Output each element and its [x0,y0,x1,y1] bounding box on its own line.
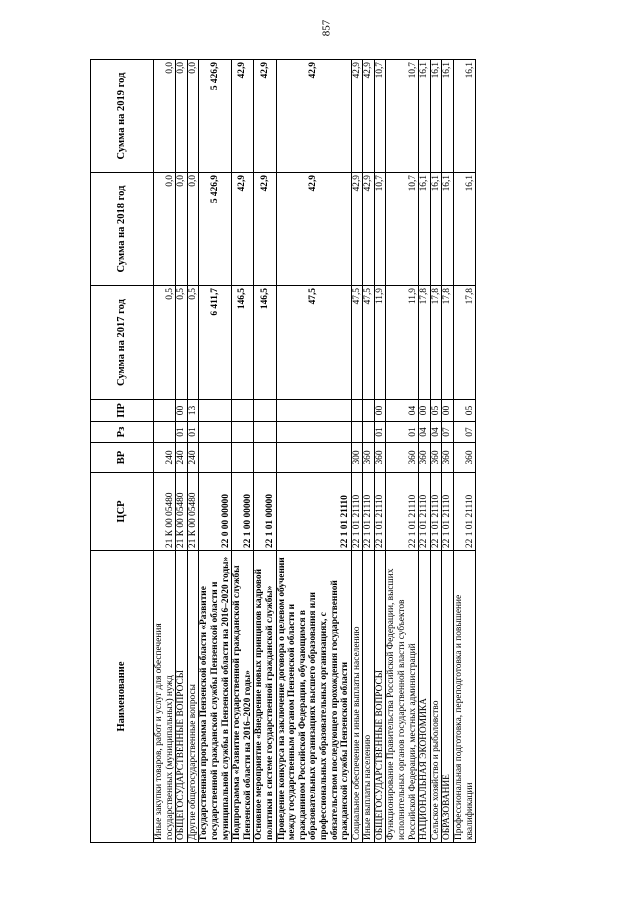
cell-rz [232,422,254,443]
cell-sum-2017: 11,9 [386,286,419,400]
cell-sum-2017: 17,8 [442,286,454,400]
cell-vr: 360 [419,443,431,473]
cell-csr: 22 0 00 00000 [199,473,232,551]
cell-csr: 22 1 01 21110 [419,473,431,551]
table-row [187,60,199,843]
cell-sum-2017: 17,8 [419,286,431,400]
cell-vr: 240 [176,443,188,473]
cell-pr [154,400,176,422]
cell-pr [254,400,276,422]
cell-sum-2019: 16,1 [430,60,442,173]
col-header-pr: ПР [91,400,154,422]
rotated-table-container [90,60,553,843]
cell-sum-2018: 0,0 [187,173,199,286]
cell-csr: 22 1 01 21110 [454,473,476,551]
table-row [199,60,232,843]
cell-name: Иные закупки товаров, работ и услуг для обеспечения государственных (муниципальных) нужд [154,551,176,843]
col-header-2019: Сумма на 2019 год [91,60,154,173]
cell-rz [363,422,375,443]
cell-sum-2018: 10,7 [386,173,419,286]
cell-sum-2019: 10,7 [386,60,419,173]
cell-sum-2018: 16,1 [430,173,442,286]
page-number: 857 [320,19,333,37]
col-header-rz: Рз [91,422,154,443]
cell-rz [199,422,232,443]
cell-sum-2018: 16,1 [454,173,476,286]
cell-sum-2018: 42,9 [232,173,254,286]
cell-name: Функционирование Правительства Российской Федерации, высших исполнительных органов государственной власти субъектов Российской Федерации, местных администраций [386,551,419,843]
table-row [374,60,386,843]
cell-rz [254,422,276,443]
cell-sum-2018: 10,7 [374,173,386,286]
table-row [154,60,176,843]
cell-sum-2019: 0,0 [176,60,188,173]
cell-sum-2019: 16,1 [419,60,431,173]
table-row [254,60,276,843]
cell-rz: 01 [374,422,386,443]
cell-csr: 22 1 01 21110 [276,473,351,551]
cell-name: Социальное обеспечение и иные выплаты населению [351,551,363,843]
cell-sum-2019: 5 426,9 [199,60,232,173]
table-row [442,60,454,843]
cell-rz: 07 [442,422,454,443]
cell-pr: 13 [187,400,199,422]
cell-sum-2019: 10,7 [374,60,386,173]
cell-name: ОБЩЕГОСУДАРСТВЕННЫЕ ВОПРОСЫ [176,551,188,843]
col-header-vr: ВР [91,443,154,473]
cell-pr [363,400,375,422]
table-row [363,60,375,843]
cell-vr: 240 [154,443,176,473]
cell-csr: 22 1 01 21110 [430,473,442,551]
cell-sum-2017: 146,5 [232,286,254,400]
table-row [176,60,188,843]
cell-pr: 00 [374,400,386,422]
cell-vr: 300 [351,443,363,473]
cell-sum-2018: 0,0 [176,173,188,286]
cell-vr: 240 [187,443,199,473]
cell-vr: 360 [442,443,454,473]
cell-vr: 360 [363,443,375,473]
cell-csr: 22 1 00 00000 [232,473,254,551]
cell-sum-2017: 47,5 [351,286,363,400]
cell-sum-2017: 6 411,7 [199,286,232,400]
cell-vr [232,443,254,473]
cell-csr: 21 К 00 05480 [176,473,188,551]
cell-sum-2019: 42,9 [363,60,375,173]
cell-sum-2019: 16,1 [442,60,454,173]
cell-rz: 04 [419,422,431,443]
cell-name: Подпрограмма «Развитие государственной гражданской службы Пензенской области на 2016–2020 годы» [232,551,254,843]
table-header-row [91,60,154,843]
cell-vr: 360 [386,443,419,473]
cell-rz: 01 [386,422,419,443]
cell-sum-2019: 16,1 [454,60,476,173]
table-row [232,60,254,843]
cell-rz [351,422,363,443]
cell-sum-2017: 47,5 [363,286,375,400]
cell-pr: 05 [454,400,476,422]
cell-sum-2018: 16,1 [442,173,454,286]
cell-sum-2019: 42,9 [254,60,276,173]
cell-pr: 00 [442,400,454,422]
cell-name: ОБРАЗОВАНИЕ [442,551,454,843]
cell-rz: 01 [187,422,199,443]
cell-sum-2017: 0,5 [187,286,199,400]
cell-pr [276,400,351,422]
cell-vr [276,443,351,473]
cell-vr: 360 [430,443,442,473]
cell-name: Государственная программа Пензенской области «Развитие государственной гражданской службы Пензенской области и муниципальной службы в Пензенской области на 2016–2020 годы» [199,551,232,843]
cell-vr: 360 [374,443,386,473]
table-row [454,60,476,843]
cell-sum-2017: 11,9 [374,286,386,400]
cell-sum-2019: 42,9 [276,60,351,173]
cell-name: Проведение конкурса на заключение договора о целевом обучении между государственным органом Пензенской области и гражданином Российской Федерации, обучающимся в образовательных организациях высшего образования или профессиональных образовательных организациях, с обязательством последующего прохождения государственной гражданской службы Пензенской области [276,551,351,843]
col-header-csr: ЦСР [91,473,154,551]
cell-sum-2018: 0,0 [154,173,176,286]
cell-rz: 04 [430,422,442,443]
cell-csr: 22 1 01 21110 [442,473,454,551]
cell-csr: 22 1 01 21110 [374,473,386,551]
cell-pr [351,400,363,422]
cell-vr [199,443,232,473]
cell-csr: 22 1 01 21110 [386,473,419,551]
cell-rz: 07 [454,422,476,443]
table-row [351,60,363,843]
table-row [276,60,351,843]
table-body [154,60,476,843]
cell-sum-2019: 0,0 [187,60,199,173]
col-header-name: Наименование [91,551,154,843]
cell-csr: 22 1 01 21110 [351,473,363,551]
col-header-2017: Сумма на 2017 год [91,286,154,400]
cell-pr: 04 [386,400,419,422]
cell-csr: 21 К 00 05480 [154,473,176,551]
cell-sum-2017: 0,5 [154,286,176,400]
cell-rz [276,422,351,443]
cell-sum-2018: 42,9 [276,173,351,286]
cell-sum-2017: 17,8 [454,286,476,400]
table-row [419,60,431,843]
cell-pr: 00 [176,400,188,422]
cell-csr: 22 1 01 21110 [363,473,375,551]
col-header-2018: Сумма на 2018 год [91,173,154,286]
cell-sum-2018: 42,9 [351,173,363,286]
cell-csr: 22 1 01 00000 [254,473,276,551]
cell-name: ОБЩЕГОСУДАРСТВЕННЫЕ ВОПРОСЫ [374,551,386,843]
cell-sum-2019: 42,9 [351,60,363,173]
cell-sum-2017: 47,5 [276,286,351,400]
cell-sum-2018: 16,1 [419,173,431,286]
cell-sum-2018: 42,9 [254,173,276,286]
cell-name: Основное мероприятие «Внедрение новых принципов кадровой политики в системе государственной гражданской службы» [254,551,276,843]
cell-rz: 01 [176,422,188,443]
budget-table [90,59,476,843]
cell-sum-2017: 0,5 [176,286,188,400]
cell-vr [254,443,276,473]
cell-sum-2017: 146,5 [254,286,276,400]
cell-pr: 00 [419,400,431,422]
cell-vr: 360 [454,443,476,473]
cell-sum-2017: 17,8 [430,286,442,400]
cell-name: Другие общегосударственные вопросы [187,551,199,843]
cell-name: Профессиональная подготовка, переподготовка и повышение квалификации [454,551,476,843]
cell-name: НАЦИОНАЛЬНАЯ ЭКОНОМИКА [419,551,431,843]
cell-name: Иные выплаты населению [363,551,375,843]
cell-rz [154,422,176,443]
cell-sum-2018: 42,9 [363,173,375,286]
cell-sum-2019: 0,0 [154,60,176,173]
cell-sum-2018: 5 426,9 [199,173,232,286]
cell-name: Сельское хозяйство и рыболовство [430,551,442,843]
cell-pr: 05 [430,400,442,422]
cell-csr: 21 К 00 05480 [187,473,199,551]
cell-pr [232,400,254,422]
table-row [386,60,419,843]
table-row [430,60,442,843]
cell-pr [199,400,232,422]
cell-sum-2019: 42,9 [232,60,254,173]
